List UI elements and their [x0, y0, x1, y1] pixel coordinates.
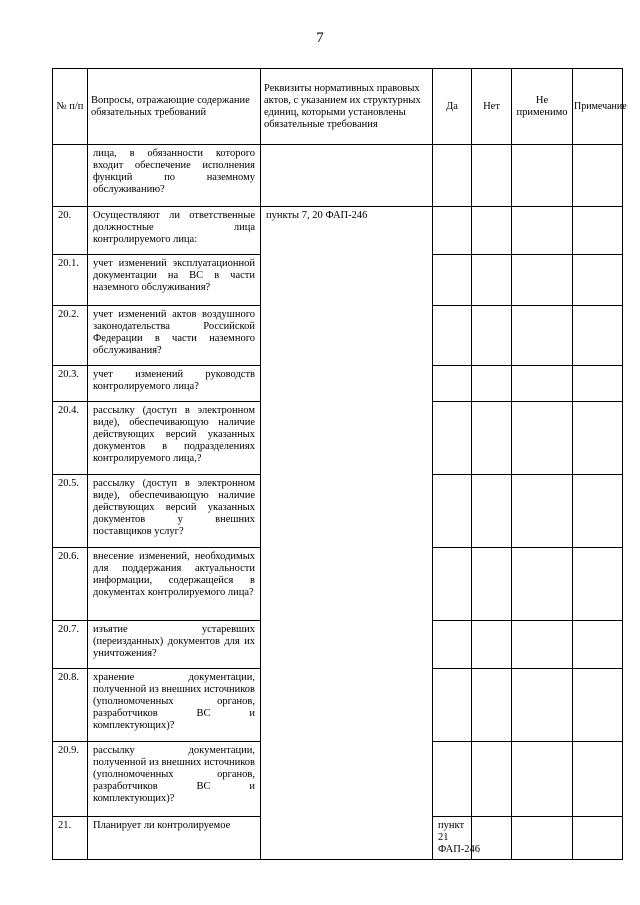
cell-yes[interactable] — [433, 255, 472, 306]
cell-note[interactable] — [573, 742, 623, 817]
row-num: 20.8. — [53, 669, 88, 742]
row-num: 20.1. — [53, 255, 88, 306]
row-question: учет изменений эксплуатационной документации на ВС в части наземного обслуживания? — [88, 255, 261, 306]
row-num: 20. — [53, 207, 88, 255]
cell-yes[interactable] — [433, 669, 472, 742]
row-num: 20.2. — [53, 306, 88, 366]
row-num: 20.6. — [53, 548, 88, 621]
row-question: учет изменений руководств контролируемого лица? — [88, 366, 261, 402]
cell-yes[interactable] — [433, 366, 472, 402]
header-num: № п/п — [53, 69, 88, 145]
row-question: внесение изменений, необходимых для поддержания актуальности информации, содержащейся в документах контролируемого лица? — [88, 548, 261, 621]
cell-not-applicable[interactable] — [512, 475, 573, 548]
row-num: 20.9. — [53, 742, 88, 817]
table-row — [53, 145, 623, 207]
cell-yes[interactable] — [433, 145, 472, 207]
row-num: 21. — [53, 817, 88, 860]
cell-yes[interactable] — [433, 306, 472, 366]
cell-no[interactable] — [472, 366, 512, 402]
cell-no[interactable] — [472, 475, 512, 548]
header-note: Примечание — [573, 69, 623, 145]
cell-yes[interactable] — [433, 475, 472, 548]
cell-no[interactable] — [472, 669, 512, 742]
cell-note[interactable] — [573, 621, 623, 669]
cell-yes[interactable] — [433, 402, 472, 475]
row-question: Осуществляют ли ответственные должностные лица контролируемого лица: — [88, 207, 261, 255]
row-num — [53, 145, 88, 207]
row-reference: пункты 7, 20 ФАП-246 — [261, 207, 433, 860]
cell-no[interactable] — [472, 145, 512, 207]
header-yes: Да — [433, 69, 472, 145]
row-question: хранение документации, полученной из внешних источников (уполномоченных органов, разработчиков ВС и комплектующих)? — [88, 669, 261, 742]
cell-no[interactable] — [512, 817, 573, 860]
cell-no[interactable] — [472, 402, 512, 475]
row-reference — [261, 145, 433, 207]
cell-no[interactable] — [472, 548, 512, 621]
row-question: учет изменений актов воздушного законодательства Российской Федерации в части наземного обслуживания? — [88, 306, 261, 366]
cell-no[interactable] — [472, 255, 512, 306]
cell-note[interactable] — [573, 548, 623, 621]
cell-yes[interactable] — [433, 207, 472, 255]
cell-no[interactable] — [472, 621, 512, 669]
row-question: Планирует ли контролируемое — [88, 817, 261, 860]
cell-not-applicable[interactable] — [512, 145, 573, 207]
checklist-table — [52, 68, 627, 860]
cell-no[interactable] — [472, 742, 512, 817]
row-num: 20.3. — [53, 366, 88, 402]
cell-note[interactable] — [573, 255, 623, 306]
header-no: Нет — [472, 69, 512, 145]
cell-yes[interactable] — [433, 548, 472, 621]
cell-note[interactable] — [573, 669, 623, 742]
cell-note[interactable] — [573, 306, 623, 366]
row-num: 20.4. — [53, 402, 88, 475]
cell-note[interactable] — [573, 475, 623, 548]
table-row — [53, 207, 623, 255]
cell-not-applicable[interactable] — [512, 669, 573, 742]
row-question: рассылку документации, полученной из внешних источников (уполномоченных органов, разработчиков ВС и комплектующих)? — [88, 742, 261, 817]
cell-note[interactable] — [573, 207, 623, 255]
row-question: рассылку (доступ в электронном виде), обеспечивающую наличие действующих версий указанных документов у внешних поставщиков услуг? — [88, 475, 261, 548]
cell-yes[interactable] — [433, 742, 472, 817]
cell-not-applicable[interactable] — [573, 817, 623, 860]
cell-not-applicable[interactable] — [512, 402, 573, 475]
row-num: 20.7. — [53, 621, 88, 669]
row-question: изъятие устаревших (переизданных) документов для их уничтожения? — [88, 621, 261, 669]
cell-yes[interactable] — [433, 621, 472, 669]
header-question: Вопросы, отражающие содержание обязательных требований — [88, 69, 261, 145]
row-reference: пункт 21 ФАП-246 — [433, 817, 472, 860]
cell-not-applicable[interactable] — [512, 306, 573, 366]
header-reference: Реквизиты нормативных правовых актов, с указанием их структурных единиц, которыми установлены обязательные требования — [261, 69, 433, 145]
table-header-row — [53, 69, 623, 145]
cell-not-applicable[interactable] — [512, 548, 573, 621]
cell-not-applicable[interactable] — [512, 621, 573, 669]
row-question: лица, в обязанности которого входит обеспечение исполнения функций по наземному обслуживанию? — [88, 145, 261, 207]
cell-not-applicable[interactable] — [512, 742, 573, 817]
page-number: 7 — [316, 30, 324, 46]
cell-note[interactable] — [573, 145, 623, 207]
cell-note[interactable] — [573, 402, 623, 475]
cell-not-applicable[interactable] — [512, 366, 573, 402]
row-num: 20.5. — [53, 475, 88, 548]
cell-no[interactable] — [472, 306, 512, 366]
cell-not-applicable[interactable] — [512, 207, 573, 255]
cell-note[interactable] — [573, 366, 623, 402]
row-question: рассылку (доступ в электронном виде), обеспечивающую наличие действующих версий указанных документов в подразделениях контролируемого лица,? — [88, 402, 261, 475]
header-not-applicable: Не применимо — [512, 69, 573, 145]
cell-not-applicable[interactable] — [512, 255, 573, 306]
cell-no[interactable] — [472, 207, 512, 255]
